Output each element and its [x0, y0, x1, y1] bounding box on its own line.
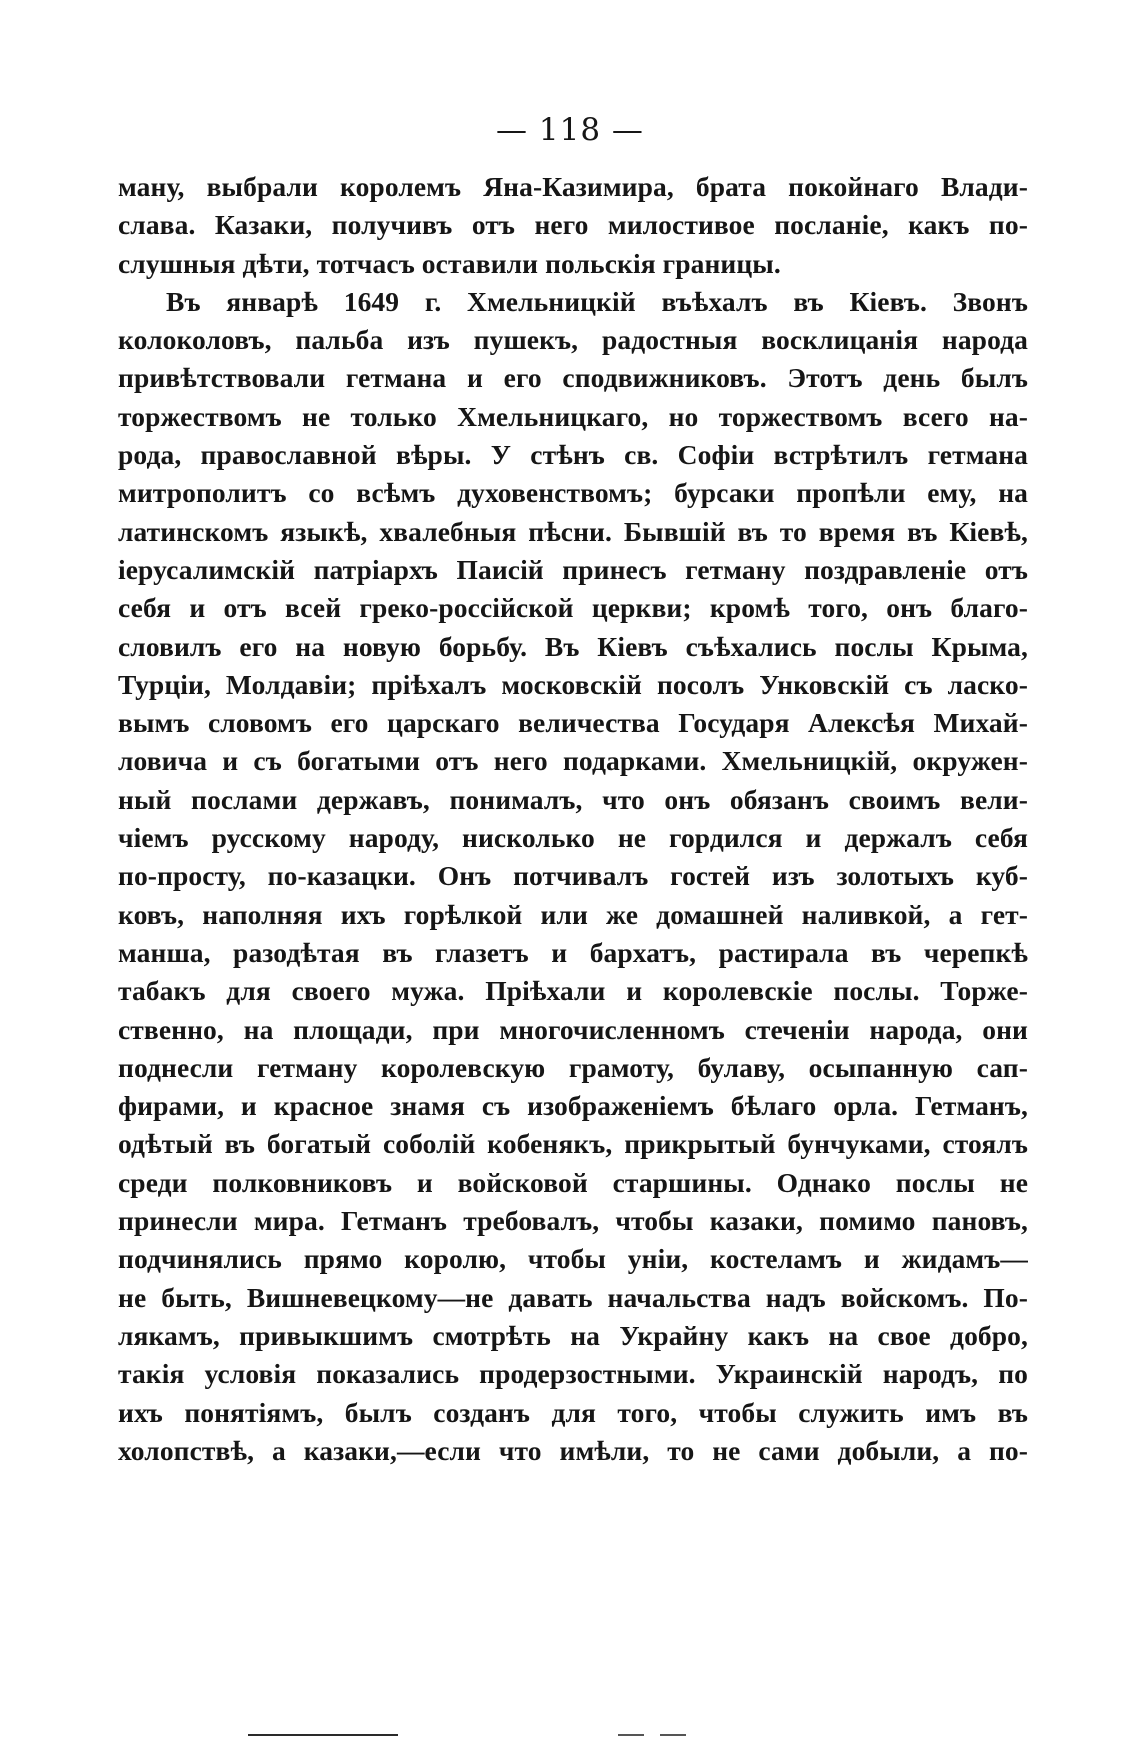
- text-line: принесли мира. Гетманъ требовалъ, чтобы казаки, помимо пановъ,: [118, 1205, 1028, 1237]
- footer-dash: [660, 1734, 686, 1736]
- footer-rule: [248, 1734, 398, 1736]
- text-line: Въ январѣ 1649 г. Хмельницкій въѣхалъ въ Кіевъ. Звонъ: [166, 285, 1028, 317]
- text-line: слава. Казаки, получивъ отъ него милостивое посланіе, какъ по-: [118, 209, 1028, 241]
- text-line: поднесли гетману королевскую грамоту, булаву, осыпанную сап-: [118, 1051, 1028, 1083]
- text-line: ману, выбрали королемъ Яна-Казимира, брата покойнаго Влади-: [118, 171, 1028, 202]
- text-line: ихъ понятіямъ, былъ созданъ для того, чтобы служить имъ въ: [118, 1396, 1028, 1428]
- text-line: Турціи, Молдавіи; пріѣхалъ московскій посолъ Унковскій съ ласко-: [118, 668, 1028, 700]
- text-line: словилъ его на новую борьбу. Въ Кіевъ съѣхались послы Крыма,: [118, 630, 1028, 662]
- text-line: слушныя дѣти, тотчасъ оставили польскія границы.: [118, 247, 781, 279]
- footer-dash: [618, 1734, 644, 1736]
- text-line: ловича и съ богатыми отъ него подарками. Хмельницкій, окружен-: [118, 745, 1028, 777]
- text-line: колоколовъ, пальба изъ пушекъ, радостныя восклицанія народа: [118, 324, 1028, 356]
- text-line: митрополитъ со всѣмъ духовенствомъ; бурсаки пропѣли ему, на: [118, 477, 1028, 509]
- page-number: — 118 —: [496, 112, 644, 148]
- text-line: табакъ для своего мужа. Пріѣхали и королевскіе послы. Торже-: [118, 975, 1028, 1007]
- text-line: холопствѣ, а казаки,—если что имѣли, то не сами добыли, а по-: [118, 1434, 1028, 1466]
- text-line: манша, разодѣтая въ глазетъ и бархатъ, растирала въ черепкѣ: [118, 936, 1028, 968]
- text-line: подчинялись прямо королю, чтобы уніи, костеламъ и жидамъ—: [118, 1243, 1028, 1275]
- text-line: фирами, и красное знамя съ изображеніемъ бѣлаго орла. Гетманъ,: [118, 1090, 1028, 1122]
- text-line: лякамъ, привыкшимъ смотрѣть на Украйну какъ на свое добро,: [118, 1319, 1028, 1351]
- text-line: ный послами державъ, понималъ, что онъ обязанъ своимъ вели-: [118, 783, 1028, 815]
- text-line: по-просту, по-казацки. Онъ потчивалъ гостей изъ золотыхъ куб-: [118, 860, 1028, 892]
- text-line: торжествомъ не только Хмельницкаго, но торжествомъ всего на-: [118, 400, 1028, 432]
- text-line: привѣтствовали гетмана и его сподвижниковъ. Этотъ день былъ: [118, 362, 1028, 394]
- text-line: ковъ, наполняя ихъ горѣлкой или же домашней наливкой, а гет-: [118, 898, 1028, 930]
- text-line: рода, православной вѣры. У стѣнъ св. Софіи встрѣтилъ гетмана: [118, 439, 1028, 471]
- text-line: ственно, на площади, при многочисленномъ стеченіи народа, они: [118, 1013, 1028, 1045]
- text-line: латинскомъ языкѣ, хвалебныя пѣсни. Бывшій въ то время въ Кіевѣ,: [118, 515, 1028, 547]
- text-line: чіемъ русскому народу, нисколько не гордился и держалъ себя: [118, 822, 1028, 854]
- body-text: [118, 168, 1028, 1470]
- text-line: такія условія показались продерзостными. Украинскій народъ, по: [118, 1358, 1028, 1390]
- text-line: одѣтый въ богатый соболій кобенякъ, прикрытый бунчуками, стоялъ: [118, 1128, 1028, 1160]
- text-line: іерусалимскій патріархъ Паисій принесъ гетману поздравленіе отъ: [118, 553, 1028, 585]
- text-line: себя и отъ всей греко-россійской церкви; кромѣ того, онъ благо-: [118, 592, 1028, 624]
- text-line: вымъ словомъ его царскаго величества Государя Алексѣя Михай-: [118, 707, 1028, 739]
- text-line: среди полковниковъ и войсковой старшины. Однако послы не: [118, 1166, 1028, 1198]
- text-line: не быть, Вишневецкому—не давать начальства надъ войскомъ. По-: [118, 1281, 1028, 1313]
